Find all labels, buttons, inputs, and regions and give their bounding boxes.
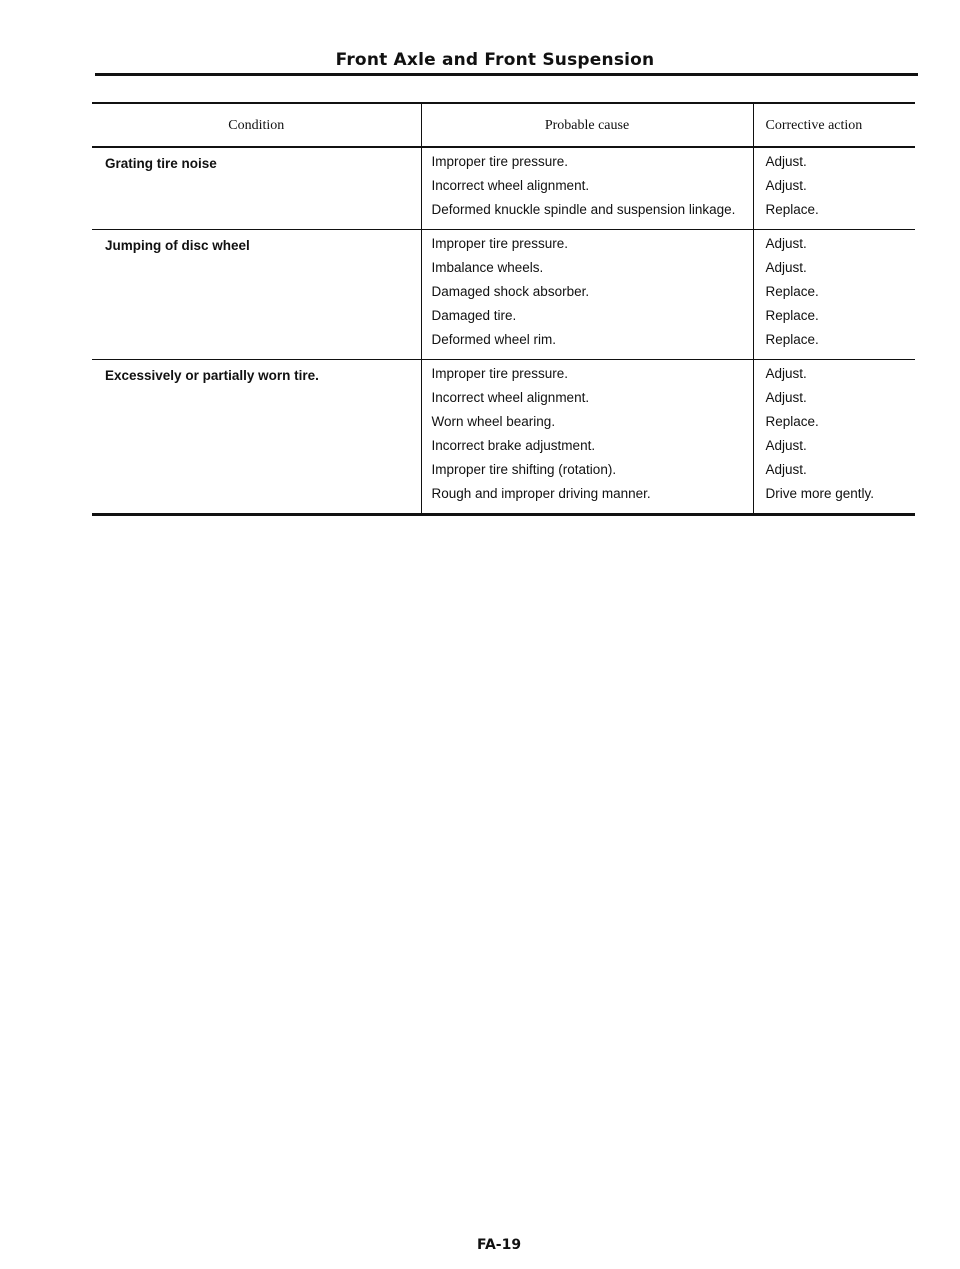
condition-cell: Excessively or partially worn tire.: [92, 360, 421, 515]
column-header-condition: Condition: [92, 103, 421, 147]
cause-line: Incorrect brake adjustment.: [431, 438, 596, 453]
cause-line: Rough and improper driving manner.: [431, 486, 651, 501]
table-header-row: [92, 103, 915, 147]
page-title: Front Axle and Front Suspension: [335, 50, 655, 70]
probable-cause-cell: [421, 147, 753, 230]
corrective-action-cell: [753, 230, 915, 360]
probable-cause-cell: [421, 230, 753, 360]
cause-line: Deformed wheel rim.: [431, 332, 557, 347]
cause-line: Damaged tire.: [431, 308, 517, 323]
action-line: Adjust.: [765, 260, 807, 275]
action-line: Replace.: [765, 308, 819, 323]
corrective-action-cell: [753, 147, 915, 230]
troubleshooting-table: [92, 102, 915, 516]
action-line: Adjust.: [765, 462, 807, 477]
table-row: [92, 360, 915, 515]
column-header-corrective-action: Corrective action: [753, 103, 915, 147]
cause-line: Improper tire pressure.: [431, 236, 569, 251]
action-line: Adjust.: [765, 178, 807, 193]
cause-line: Worn wheel bearing.: [431, 414, 556, 429]
table-row: [92, 230, 915, 360]
page-number: FA-19: [477, 1237, 522, 1253]
cause-line: Improper tire pressure.: [431, 154, 569, 169]
header-rule: [95, 73, 918, 76]
action-line: Adjust.: [765, 154, 807, 169]
cause-line: Incorrect wheel alignment.: [431, 390, 590, 405]
action-line: Adjust.: [765, 438, 807, 453]
action-line: Adjust.: [765, 366, 807, 381]
cause-line: Improper tire shifting (rotation).: [431, 462, 617, 477]
condition-cell: Grating tire noise: [92, 147, 421, 230]
cause-line: Damaged shock absorber.: [431, 284, 590, 299]
action-line: Replace.: [765, 284, 819, 299]
table-body: [92, 147, 915, 515]
troubleshooting-table-container: [92, 102, 915, 516]
corrective-action-cell: [753, 360, 915, 515]
cause-line: Improper tire pressure.: [431, 366, 569, 381]
action-line: Replace.: [765, 414, 819, 429]
condition-cell: Jumping of disc wheel: [92, 230, 421, 360]
column-header-probable-cause: Probable cause: [421, 103, 753, 147]
cause-line: Imbalance wheels.: [431, 260, 544, 275]
cause-line: Incorrect wheel alignment.: [431, 178, 590, 193]
action-line: Adjust.: [765, 236, 807, 251]
action-line: Adjust.: [765, 390, 807, 405]
action-line: Replace.: [765, 332, 819, 347]
action-line: Replace.: [765, 202, 819, 217]
table-row: [92, 147, 915, 230]
cause-line: Deformed knuckle spindle and suspension linkage.: [431, 202, 736, 217]
probable-cause-cell: [421, 360, 753, 515]
action-line: Drive more gently.: [765, 486, 875, 501]
